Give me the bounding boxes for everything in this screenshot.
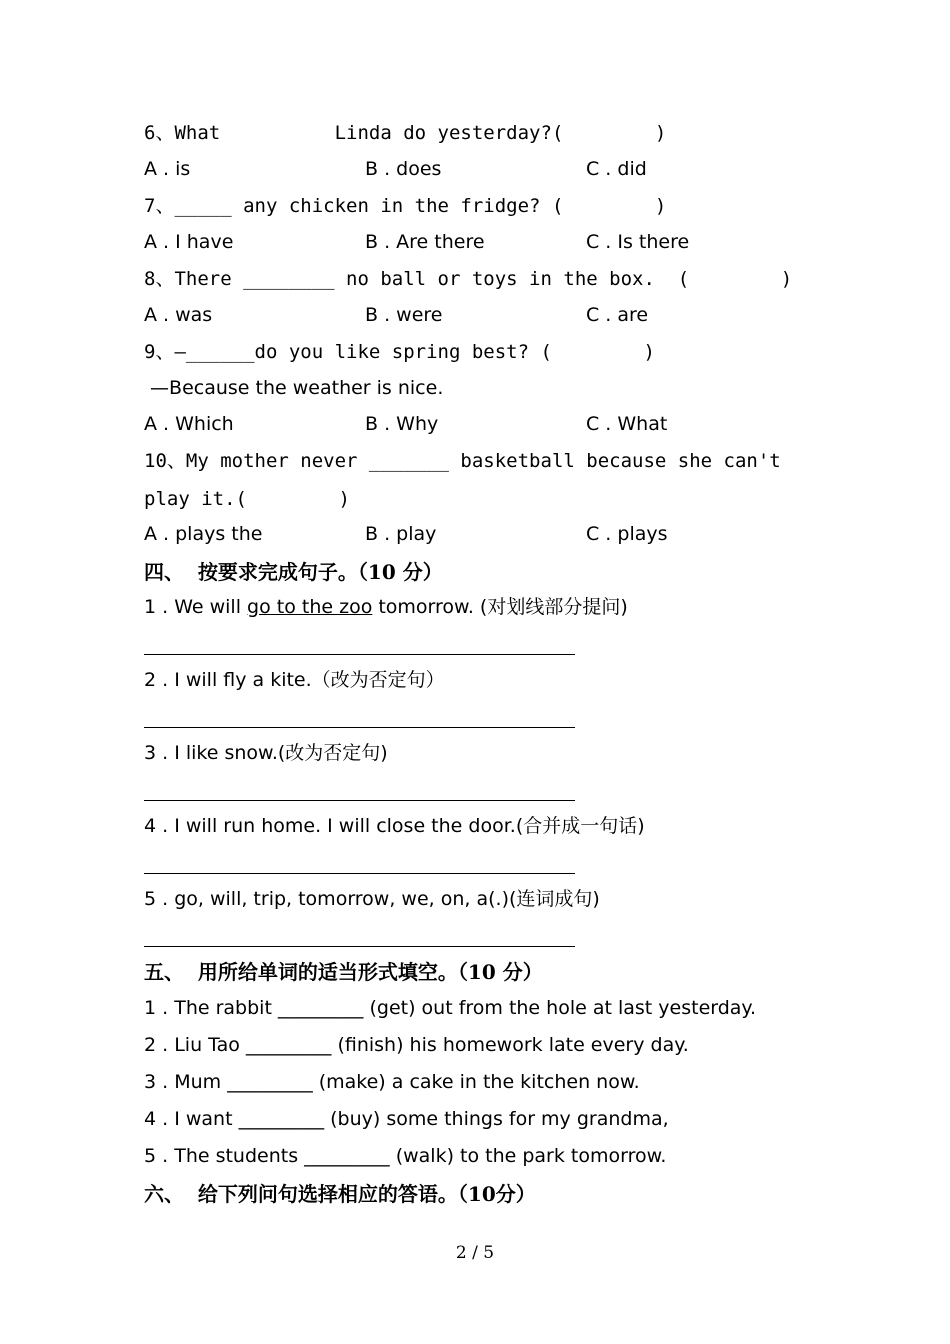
section-6-heading: 六、 给下列问句选择相应的答语。（10分） bbox=[144, 1182, 536, 1206]
q9-option-a: A . Which bbox=[144, 413, 234, 435]
q8-option-b: B . were bbox=[365, 304, 443, 326]
s4-answer-line-1[interactable] bbox=[144, 654, 575, 655]
question-10-text-cont: play it.( ) bbox=[144, 488, 350, 510]
question-6-text: 6、What Linda do yesterday?( ) bbox=[144, 122, 667, 144]
q8-option-a: A . was bbox=[144, 304, 213, 326]
s4-item-1: 1 . We will go to the zoo tomorrow. (对划线部分提问) bbox=[144, 596, 628, 618]
q7-option-a: A . I have bbox=[144, 231, 234, 253]
s4-item-4: 4 . I will run home. I will close the door.(合并成一句话) bbox=[144, 815, 645, 837]
q9-option-b: B . Why bbox=[365, 413, 439, 435]
s4-answer-line-2[interactable] bbox=[144, 727, 575, 728]
q6-option-c: C . did bbox=[586, 158, 647, 180]
question-10-text: 10、My mother never _______ basketball because she can't bbox=[144, 450, 781, 472]
s4-answer-line-5[interactable] bbox=[144, 946, 575, 947]
question-7-text: 7、_____ any chicken in the fridge? ( ) bbox=[144, 195, 667, 217]
question-9-text: 9、—______do you like spring best? ( ) bbox=[144, 341, 655, 363]
s5-item-1: 1 . The rabbit _________ (get) out from the hole at last yesterday. bbox=[144, 997, 757, 1019]
s5-item-5: 5 . The students _________ (walk) to the park tomorrow. bbox=[144, 1145, 667, 1167]
q8-option-c: C . are bbox=[586, 304, 649, 326]
q7-option-b: B . Are there bbox=[365, 231, 485, 253]
page-number: 2 / 5 bbox=[455, 1243, 495, 1263]
s5-item-3: 3 . Mum _________ (make) a cake in the kitchen now. bbox=[144, 1071, 640, 1093]
q6-option-a: A . is bbox=[144, 158, 191, 180]
q10-option-c: C . plays bbox=[586, 523, 668, 545]
q7-option-c: C . Is there bbox=[586, 231, 690, 253]
s4-item-5: 5 . go, will, trip, tomorrow, we, on, a(.)(连词成句) bbox=[144, 888, 600, 910]
s4-item-3: 3 . I like snow.(改为否定句) bbox=[144, 742, 388, 764]
q10-option-b: B . play bbox=[365, 523, 437, 545]
question-9-answer-line: —Because the weather is nice. bbox=[144, 377, 444, 399]
section-4-heading: 四、 按要求完成句子。（10 分） bbox=[144, 560, 443, 584]
s4-answer-line-4[interactable] bbox=[144, 873, 575, 874]
s4-answer-line-3[interactable] bbox=[144, 800, 575, 801]
s5-item-4: 4 . I want _________ (buy) some things for my grandma, bbox=[144, 1108, 669, 1130]
s4-item-1-underlined: go to the zoo bbox=[247, 596, 373, 618]
q10-option-a: A . plays the bbox=[144, 523, 263, 545]
s5-item-2: 2 . Liu Tao _________ (finish) his homework late every day. bbox=[144, 1034, 689, 1056]
s4-item-2: 2 . I will fly a kite.（改为否定句） bbox=[144, 669, 445, 691]
q9-option-c: C . What bbox=[586, 413, 668, 435]
section-5-heading: 五、 用所给单词的适当形式填空。（10 分） bbox=[144, 960, 543, 984]
q6-option-b: B . does bbox=[365, 158, 442, 180]
question-8-text: 8、There ________ no ball or toys in the box. ( ) bbox=[144, 268, 793, 290]
